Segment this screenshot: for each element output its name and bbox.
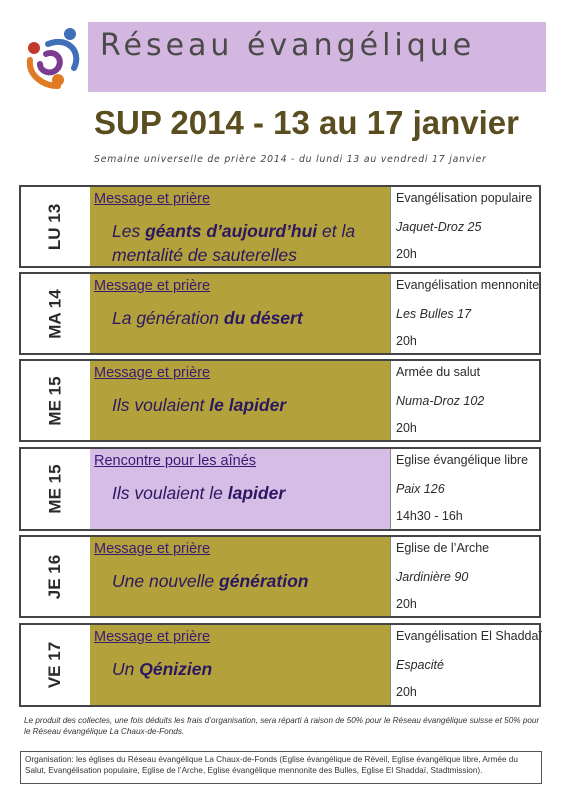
- talk-emphasis: Qénizien: [139, 659, 213, 679]
- event-time: 20h: [396, 597, 417, 611]
- event-description-cell: [90, 537, 390, 616]
- event-talk: [112, 657, 384, 681]
- event-kind: Message et prière: [94, 629, 211, 645]
- talk-text: Une nouvelle: [112, 571, 220, 591]
- event-kind: Message et prière: [94, 541, 211, 557]
- day-label-cell: [21, 449, 90, 529]
- event-time: 20h: [396, 247, 417, 261]
- event-organizer: Evangélisation populaire: [396, 191, 533, 205]
- event-talk: [112, 481, 384, 505]
- event-address: Numa-Droz 102: [396, 394, 485, 408]
- network-logo-icon: [18, 24, 86, 94]
- event-time: 20h: [396, 334, 417, 348]
- event-talk: [112, 569, 384, 593]
- event-description-cell: [90, 449, 390, 529]
- page-subtitle: Semaine universelle de prière 2014 - du lundi 13 au vendredi 17 janvier: [94, 154, 487, 165]
- event-organizer: Eglise de l’Arche: [396, 541, 490, 555]
- talk-emphasis: le lapider: [209, 395, 287, 415]
- event-talk: [112, 219, 384, 266]
- talk-text: et la mentalité de sauterelles: [112, 221, 356, 265]
- talk-emphasis: génération: [219, 571, 309, 591]
- event-location-cell: [390, 187, 539, 266]
- talk-text: Les: [112, 221, 146, 241]
- talk-emphasis: géants d’aujourd’hui: [145, 221, 318, 241]
- event-location-cell: [390, 449, 539, 529]
- organisation-box: Organisation: les églises du Réseau évangélique La Chaux-de-Fonds (Eglise évangélique de Réveil, Eglise évangélique libre, Armée du Salut, Evangélisation populaire, Eglise de l’Arche, Eglise évangélique mennonite des Bulles, Eglise El Shaddaï, Stadtmission).: [20, 751, 542, 784]
- event-time: 20h: [396, 685, 417, 699]
- talk-emphasis: du désert: [223, 308, 303, 328]
- event-description-cell: [90, 361, 390, 440]
- event-row-je16: [19, 535, 541, 618]
- event-kind: Message et prière: [94, 191, 211, 207]
- event-address: Jardinière 90: [396, 570, 469, 584]
- event-organizer: Evangélisation El Shaddaï: [396, 629, 542, 643]
- event-row-lu13: [19, 185, 541, 268]
- talk-text: Ils voulaient le: [112, 483, 228, 503]
- event-organizer: Eglise évangélique libre: [396, 453, 529, 467]
- event-organizer: Armée du salut: [396, 365, 481, 379]
- event-description-cell: [90, 274, 390, 353]
- event-location-cell: [390, 537, 539, 616]
- page-title: SUP 2014 - 13 au 17 janvier: [94, 104, 519, 141]
- event-organizer: Evangélisation mennonite: [396, 278, 540, 292]
- event-address: Espacité: [396, 658, 444, 672]
- event-address: Paix 126: [396, 482, 445, 496]
- event-location-cell: [390, 361, 539, 440]
- talk-text: Un: [112, 659, 140, 679]
- event-kind: Rencontre pour les aînés: [94, 453, 257, 469]
- day-label-cell: [21, 361, 90, 440]
- day-label: ME 15: [45, 464, 65, 514]
- event-talk: [112, 393, 384, 417]
- collection-note: Le produit des collectes, une fois déduits les frais d’organisation, sera réparti à raison de 50% pour le Réseau évangélique suisse et 50% pour le Réseau évangélique La Chaux-de-Fonds.: [24, 716, 540, 736]
- event-description-cell: [90, 625, 390, 705]
- day-label: MA 14: [45, 288, 65, 339]
- day-label: JE 16: [45, 554, 65, 599]
- day-label-cell: [21, 187, 90, 266]
- brand-name: Réseau évangélique: [100, 28, 476, 63]
- day-label: LU 13: [45, 203, 65, 250]
- day-label-cell: [21, 537, 90, 616]
- day-label-cell: [21, 625, 90, 705]
- event-kind: Message et prière: [94, 365, 211, 381]
- talk-text: La génération: [112, 308, 224, 328]
- event-location-cell: [390, 274, 539, 353]
- event-time: 14h30 - 16h: [396, 509, 463, 523]
- event-row-me15: [19, 359, 541, 442]
- event-kind: Message et prière: [94, 278, 211, 294]
- day-label: VE 17: [45, 641, 65, 689]
- event-location-cell: [390, 625, 542, 705]
- event-address: Les Bulles 17: [396, 307, 472, 321]
- event-row-me15-seniors: [19, 447, 541, 531]
- day-label: ME 15: [45, 375, 65, 426]
- day-label-cell: [21, 274, 90, 353]
- event-time: 20h: [396, 421, 417, 435]
- event-description-cell: [90, 187, 390, 266]
- event-talk: [112, 306, 384, 330]
- event-address: Jaquet-Droz 25: [396, 220, 482, 234]
- talk-text: Ils voulaient: [112, 395, 210, 415]
- talk-emphasis: lapider: [227, 483, 286, 503]
- event-row-ma14: [19, 272, 541, 355]
- event-row-ve17: [19, 623, 541, 707]
